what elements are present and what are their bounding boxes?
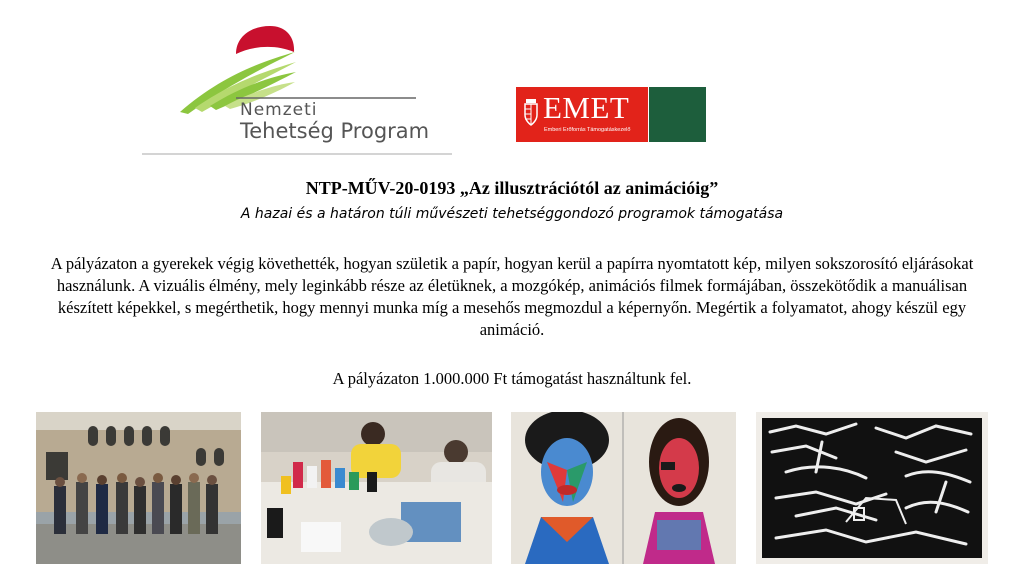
painting-workshop-photo — [261, 412, 492, 564]
ntp-logo-line1: Nemzeti — [240, 100, 318, 120]
linocut-print-photo — [756, 412, 988, 564]
description-paragraph: A pályázaton a gyerekek végig követhették, hogyan születik a papír, hogyan kerül a papírra nyomtatott kép, milyen sokszorosító eljárásokat használunk. A vizuális élmény, mely leginkább része az életüknek, a mozgókép, animációs filmek formájában, összekötődik a manuálisan készített képekkel, s megérthetik, hogy mennyi munka míg a mesehős megmozdul a képernyőn. Megértik a folyamatot, ahogy készül egy animáció. — [50, 254, 974, 339]
emet-green-block — [649, 87, 706, 142]
ntp-logo — [140, 22, 460, 162]
group-photo — [36, 412, 241, 564]
project-subtitle: A hazai és a határon túli művészeti tehetséggondozó programok támogatása — [240, 206, 784, 222]
funding-statement: A pályázaton 1.000.000 Ft támogatást használtunk fel. — [332, 369, 692, 388]
coat-of-arms-icon — [523, 97, 539, 127]
emet-subtitle: Emberi Erőforrás Támogatáskezelő — [544, 127, 631, 133]
project-title: NTP-MŰV-20-0193 „Az illusztrációtól az animációig” — [305, 178, 719, 198]
emet-red-block — [516, 87, 648, 142]
emet-logo — [516, 87, 706, 142]
portrait-paintings-photo — [511, 412, 736, 564]
ntp-logo-line2: Tehetség Program — [240, 119, 430, 143]
emet-wordmark: EMET — [543, 90, 630, 125]
